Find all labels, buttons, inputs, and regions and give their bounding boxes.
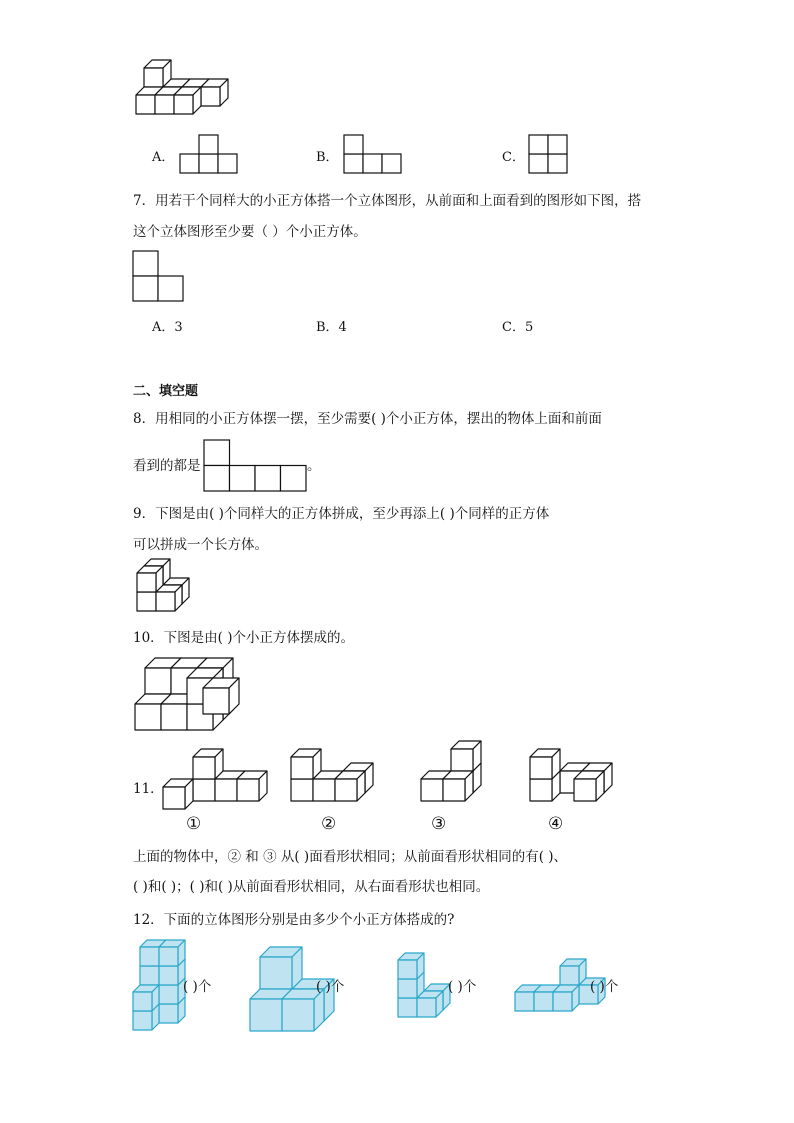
q6-main-figure — [136, 60, 228, 114]
q6-option-b-view — [344, 135, 401, 173]
q11-label-3: ③ — [431, 814, 447, 834]
section-title: 二、填空题 — [133, 384, 199, 399]
q11-figure-1 — [163, 749, 267, 809]
q12-figure-1 — [133, 940, 185, 1030]
q6-option-c-view — [529, 135, 567, 173]
q9-figure — [137, 559, 189, 611]
q7-option-a[interactable]: A．3 — [152, 320, 183, 335]
q7-option-b[interactable]: B．4 — [316, 320, 347, 335]
q6-option-b[interactable]: B． — [316, 150, 339, 165]
q11-label-1: ① — [186, 814, 202, 834]
q11-label-4: ④ — [548, 814, 564, 834]
q8-text-suffix: 。 — [307, 458, 321, 474]
q9-text-line1: 9．下图是由( )个同样大的正方体拼成，至少再添上( )个同样的正方体 — [133, 506, 550, 522]
q8-text-line1: 8．用相同的小正方体摆一摆，至少需要( )个小正方体，摆出的物体上面和前面 — [133, 411, 602, 427]
q12-blank-4[interactable]: ( )个 — [590, 979, 619, 995]
q12-figure-3 — [398, 953, 450, 1017]
q11-text-line2: ( )和( )；( )和( )从前面看形状相同，从右面看形状也相同。 — [133, 879, 490, 895]
q10-text-line1: 10．下图是由( )个小正方体摆成的。 — [133, 630, 355, 646]
q11-text-line1: 上面的物体中，② 和 ③ 从( )面看形状相同；从前面看形状相同的有( )、 — [133, 849, 568, 865]
q11-label-2: ② — [321, 814, 337, 834]
q11-figure-4 — [530, 749, 612, 801]
q10-figure — [135, 658, 239, 730]
q7-text-line2: 这个立体图形至少要（ ）个小正方体。 — [133, 224, 367, 240]
q7-text-line1: 7．用若干个同样大的小正方体搭一个立体图形，从前面和上面看到的图形如下图，搭 — [133, 193, 642, 209]
q11-figure-2 — [291, 749, 373, 801]
q12-blank-2[interactable]: ( )个 — [316, 979, 345, 995]
q12-text-line1: 12．下面的立体图形分别是由多少个小正方体搭成的? — [133, 912, 455, 928]
q12-blank-3[interactable]: ( )个 — [448, 979, 477, 995]
q6-option-c[interactable]: C． — [502, 150, 525, 165]
q12-blank-1[interactable]: ( )个 — [183, 979, 212, 995]
q7-option-c[interactable]: C．5 — [502, 320, 534, 335]
q11-number: 11． — [133, 781, 164, 797]
q8-text-prefix: 看到的都是 — [133, 458, 201, 474]
q9-text-line2: 可以拼成一个长方体。 — [133, 537, 268, 553]
q6-option-a-view — [180, 135, 237, 173]
q7-view — [133, 251, 183, 301]
q8-view — [204, 440, 306, 491]
q6-option-a[interactable]: A． — [152, 150, 175, 165]
q11-figure-3 — [421, 741, 481, 801]
